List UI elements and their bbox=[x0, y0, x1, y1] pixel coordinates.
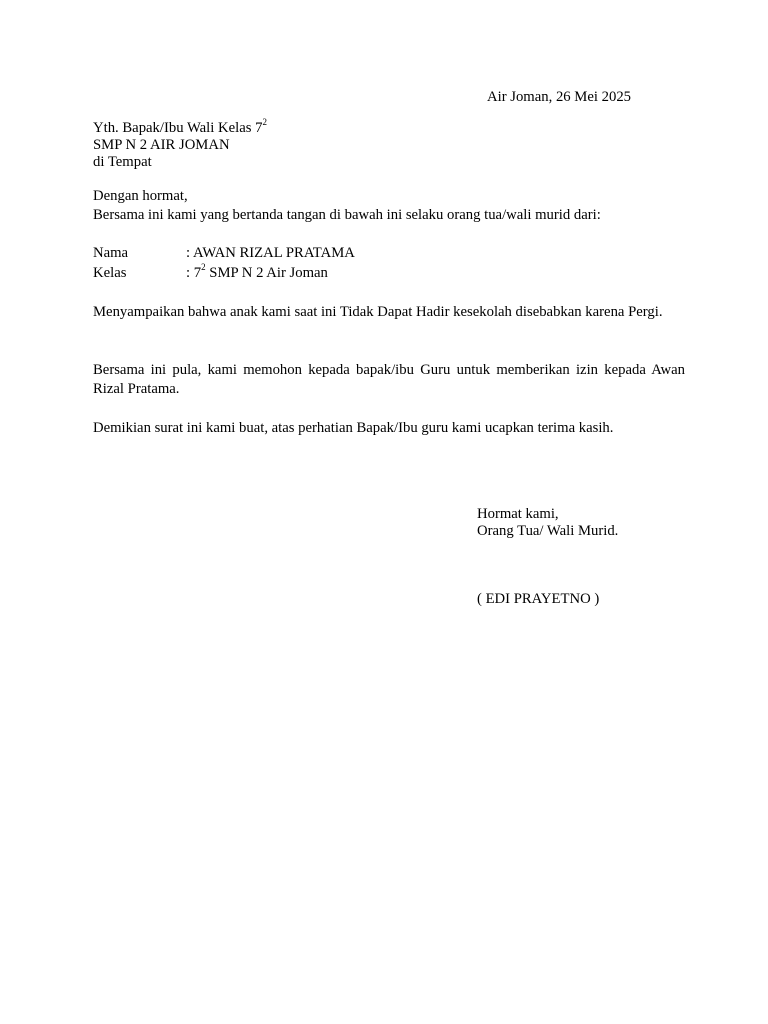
closing-line-2: Orang Tua/ Wali Murid. bbox=[477, 523, 619, 539]
closing-line-1: Hormat kami, bbox=[477, 506, 559, 522]
recipient-line-2: SMP N 2 AIR JOMAN bbox=[93, 137, 230, 153]
salutation: Dengan hormat, bbox=[93, 188, 188, 204]
recipient-line-3: di Tempat bbox=[93, 154, 152, 170]
body-paragraph-2: Bersama ini pula, kami memohon kepada bapak/ibu Guru untuk memberikan izin kepada Awan Rizal Pratama. bbox=[93, 362, 685, 397]
field-class-label: Kelas bbox=[93, 265, 127, 281]
field-name bbox=[93, 244, 693, 263]
recipient-block bbox=[93, 117, 267, 171]
class-superscript: 2 bbox=[262, 117, 267, 128]
letter-date: Air Joman, 26 Mei 2025 bbox=[487, 89, 632, 105]
intro-text: Bersama ini kami yang bertanda tangan di bawah ini selaku orang tua/wali murid dari: bbox=[93, 207, 601, 223]
signer-name: ( EDI PRAYETNO ) bbox=[477, 591, 600, 607]
field-class bbox=[93, 264, 693, 283]
recipient-line-1: Yth. Bapak/Ibu Wali Kelas $7^2$ bbox=[93, 117, 267, 136]
field-name-label: Nama bbox=[93, 245, 129, 261]
body-paragraph-1: Menyampaikan bahwa anak kami saat ini Tidak Dapat Hadir kesekolah disebabkan karena Pergi. bbox=[93, 304, 663, 320]
body-paragraph-3: Demikian surat ini kami buat, atas perhatian Bapak/Ibu guru kami ucapkan terima kasih. bbox=[93, 420, 614, 436]
field-class-value: : $7^2$ SMP N 2 Air Joman bbox=[186, 262, 328, 281]
greeting-block bbox=[93, 187, 601, 225]
field-name-value: : AWAN RIZAL PRATAMA bbox=[186, 245, 355, 261]
